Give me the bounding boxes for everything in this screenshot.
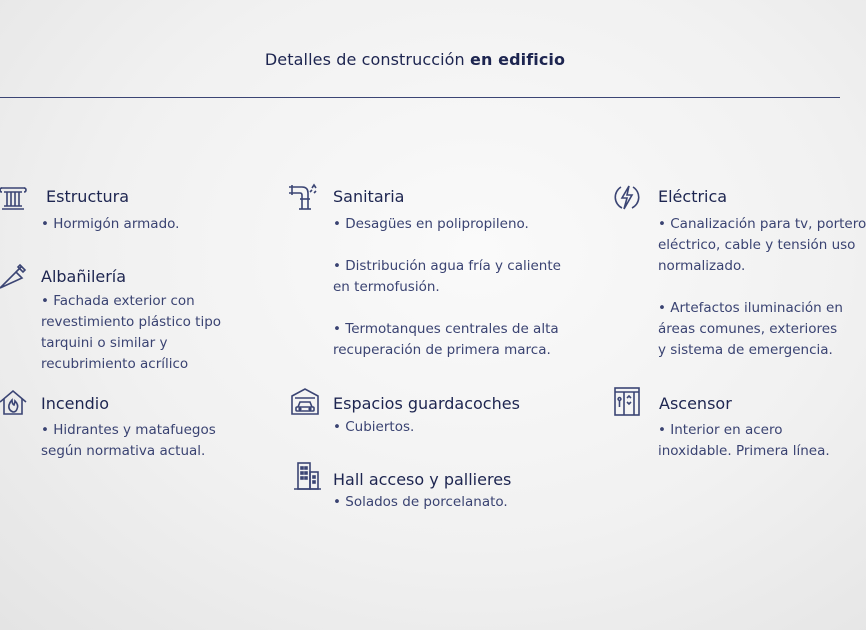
section-text: • Cubiertos. — [333, 419, 415, 435]
page-title-bold: en edificio — [470, 50, 566, 69]
section-text: inoxidable. Primera línea. — [658, 443, 830, 459]
section-text: tarquini o similar y — [41, 335, 168, 351]
section-text: en termofusión. — [333, 279, 440, 295]
section-text: • Hormigón armado. — [41, 216, 180, 232]
section-title: Estructura — [46, 187, 130, 206]
section-text: recuperación de primera marca. — [333, 342, 551, 358]
fire-house-icon — [0, 388, 28, 418]
trowel-icon — [0, 262, 28, 292]
section-text: recubrimiento acrílico — [41, 356, 189, 372]
divider — [0, 97, 840, 98]
section-title: Albañilería — [41, 267, 127, 286]
section-text: • Fachada exterior con — [41, 293, 195, 309]
column-icon — [0, 182, 28, 212]
page-title: Detalles de construcción en edificio — [264, 50, 566, 69]
section-text: eléctrico, cable y tensión uso — [658, 237, 856, 253]
section-title: Incendio — [41, 394, 110, 413]
section-text: • Desagües en polipropileno. — [333, 216, 529, 232]
section-title: Ascensor — [659, 394, 732, 413]
section-text: • Canalización para tv, portero — [658, 216, 866, 232]
elevator-icon — [612, 386, 642, 416]
section-text: normalizado. — [658, 258, 746, 274]
section-text: • Hidrantes y matafuegos — [41, 422, 216, 438]
building-icon — [292, 460, 322, 490]
garage-car-icon — [290, 386, 320, 416]
pipe-icon — [288, 182, 318, 212]
section-text: • Termotanques centrales de alta — [333, 321, 559, 337]
section-title: Hall acceso y pallieres — [333, 470, 512, 489]
section-text: • Interior en acero — [658, 422, 783, 438]
section-text: áreas comunes, exteriores — [658, 321, 838, 337]
section-text: • Artefactos iluminación en — [658, 300, 843, 316]
section-text: según normativa actual. — [41, 443, 206, 459]
section-title: Sanitaria — [333, 187, 405, 206]
section-title: Eléctrica — [658, 187, 728, 206]
section-title: Espacios guardacoches — [333, 394, 520, 413]
lightning-icon — [612, 182, 642, 212]
section-text: y sistema de emergencia. — [658, 342, 833, 358]
section-text: revestimiento plástico tipo — [41, 314, 222, 330]
section-text: • Solados de porcelanato. — [333, 494, 508, 510]
section-text: • Distribución agua fría y caliente — [333, 258, 561, 274]
